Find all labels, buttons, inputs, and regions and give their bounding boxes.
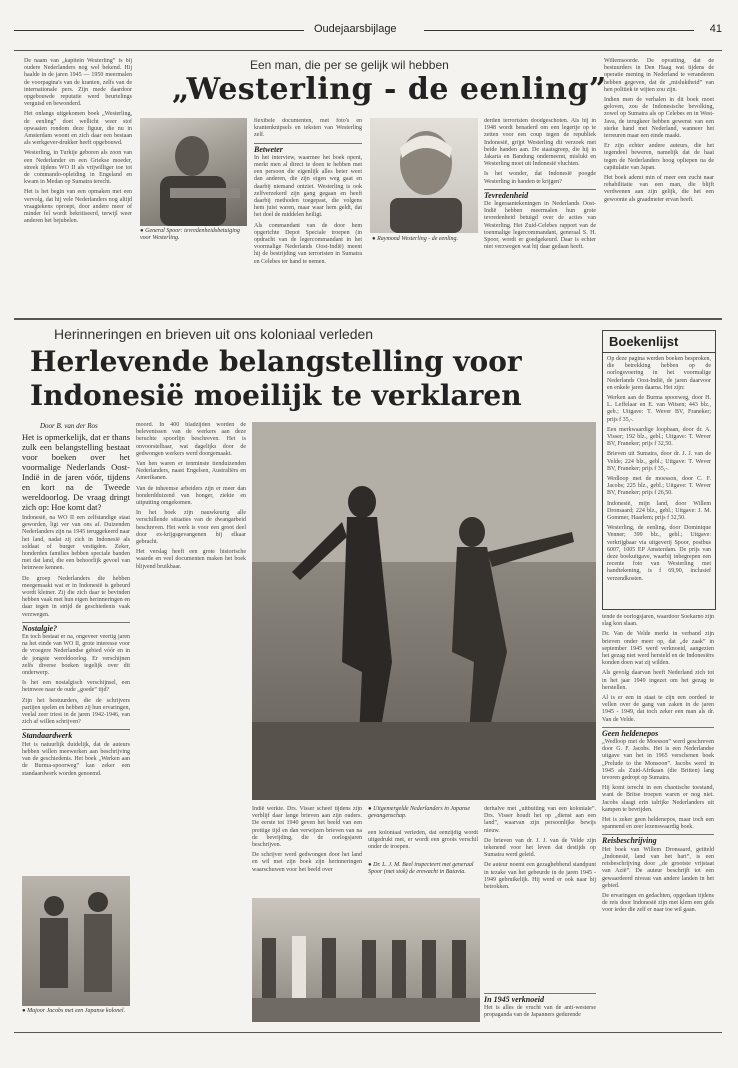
section-title: Oudejaarsbijlage xyxy=(314,23,397,35)
photo-caption: ● Dr. L. J. M. Beel inspecteert met generaal Spoor (met stok) de erewacht in Batavia. xyxy=(368,862,474,875)
paragraph: derden terroristen doodgeschoten. Als hij in 1948 wordt benaderd om een legertje op te zetten voor een coup tegen de republiek Indonesië, grijpt Westerling dit verzoek met beide handen aan. De staatsgreep, die hij in Jakarta en Bandung onderneemt, mislukt en Westerling moet uit Indonesië vluchten. xyxy=(484,118,596,168)
portrait-illustration xyxy=(370,118,478,233)
paragraph: Het is alles de vrucht van de anti-westerse propaganda van de Japanners gedurende xyxy=(484,1005,596,1019)
paragraph: De schrijver werd gedwongen door het land en wil met zijn boek zijn herinneringen waarschuwen voor het beeld over xyxy=(252,852,362,873)
right-column xyxy=(602,614,714,1024)
paragraph: Het boek ademt min of meer een zucht naar rehabilitatie van een man, die blijft verdwenen aan zijn gelijk, die het een gewoonte als graadmeter ervan heeft. xyxy=(604,175,714,203)
paragraph: Het onlangs uitgekomen boek „Westerling, de eenling” doet wellicht weer stof opwaaien rondom deze figuur, die nu in Amsterdam woont en zich daar een bestaan als werkgever-drukker heeft opgebouwd. xyxy=(24,111,132,147)
page-header xyxy=(14,22,722,40)
westerling-kicker: Een man, die per se gelijk wil hebben xyxy=(250,58,449,72)
list-item: Wedloop met de moesson, door C. F. Jacobs; 225 blz., gebl.; Uitgave: T. Wever BV, Franeker; prijs f 26,50. xyxy=(607,476,711,497)
paragraph: De groep Nederlanders die hebben meegemaakt wat er in Indonesië is gebeurd wordt kleiner. Zij die zich daar te bevinden hebben vaak met hun eigen herinneringen en daar tegen in strijd de geschiedenis vaak verzwegen. xyxy=(22,575,130,618)
subhead: Geen heldenepos xyxy=(602,727,714,737)
paragraph: De brieven van dr. J. J. van de Velde zijn tekenend voor het leven dat destijds op Sumatra werd geleid. xyxy=(484,837,596,859)
paragraph: Westerling, in Turkije geboren als zoon van een Nederlander en een Griekse moeder, streek tijdens WO II als vrijwilliger toe tot de commando-opleiding in Engeland en kwam in Medan op Sumatra terecht. xyxy=(24,150,132,186)
photo-westerling xyxy=(370,118,478,233)
paragraph: Is het een nostalgisch verschijnsel, een heimwee naar de oude „goede” tijd? xyxy=(22,680,130,694)
paragraph: Het boek van Willem Dronsaard, getiteld „Indonesië, land van het hart”, is een reisbeschrijving door „de grootste vrijstaat van Azië”. De auteur beschrijft tot een gewaardeerd niveau van andere landen in het gebied. xyxy=(602,846,714,889)
bottom-rule xyxy=(14,1032,722,1033)
paragraph: moord. In 400 bladzijden worden de belevenissen van de werkers aan deze beruchte spoorlijn beschreven. Het is onvoorstelbaar, wat dagelijks door de gedwongen werkers werd doorgemaakt. xyxy=(136,422,246,457)
parade-illustration xyxy=(252,898,480,1022)
byline: Door B. van der Ros xyxy=(40,422,98,430)
paragraph: Het is het begin van een opmaken met een vervolg, dat hij vele Nederlanders nog altijd vraagtekens oproept, door andere meer of minder fel wordt bekritiseerd, terwijl weer anderen het bejubelen. xyxy=(24,189,132,225)
header-rule-left xyxy=(14,30,304,31)
page-number: 41 xyxy=(709,23,722,35)
list-item: Brieven uit Sumatra, door dr. J. J. van de Velde; 224 blz., gebl.; Uitgave: T. Wever BV, Franeker; prijs f 35,-. xyxy=(607,451,711,472)
portrait-illustration xyxy=(140,118,247,226)
paragraph: En toch bestaat er na, ongeveer veertig jaren na het einde van WO II, grote interesse voor de vroegere Nederlandse gebied vóór en in de jongste wereldoorlog. Er verschijnen zelfs diverse boeken tegelijk over dit onderwerp. xyxy=(22,634,130,677)
photo-caption: ● Majoor Jacobs met een Japanse kolonel. xyxy=(22,1008,126,1014)
top-rule xyxy=(14,50,722,51)
paragraph: derhalve met „uitbuiting van een koloniale”. Drs. Visser houdt het op „dienst aan een land”, waarvan zijn persoonlijke bewijs nieuw. xyxy=(484,806,596,834)
paragraph: De auteur noemt een gezaghebbend standpunt in tezake van het gebeurde in de jaren 1945 - 1949 gebruikelijk. Hij werd er ook naar bij betrokken. xyxy=(484,862,596,891)
main-column-2 xyxy=(136,422,246,1022)
paragraph: tende de oorlogsjaren, waardoor Soekarno zijn slag kon slaan. xyxy=(602,614,714,628)
main-kicker: Herinneringen en brieven uit ons koloniaal verleden xyxy=(54,326,374,342)
photo-general-spoor xyxy=(140,118,247,226)
paragraph: Van de inheemse arbeiders zijn er meer dan honderdduizend van honger, ziekte en uitputting omgekomen. xyxy=(136,485,246,507)
paragraph: Op deze pagina werden boeken besproken, die betrekking hebben op de oorlogsvoering in het voormalige Nederlands Oost-Indië, de jaren daarvoor en enkele jaren daarna. Het zijn: xyxy=(607,356,711,391)
paragraph: In het interview, waarmee het boek opent, merkt men al direct te doen te hebben met een persoon die eigenlijk alles beter weet dan anderen, die zijn eigen weg gaat en daarbij niemand ontziet. Westerling is ook zelfverzekerd zijn gang gegaan en heeft daarbij methoden toegepast, die volgens hem juist waren, maar waar hem geldt, dat het doel de middelen heiligt. xyxy=(254,154,362,219)
paragraph: Het is natuurlijk duidelijk, dat de auteurs hebben willen meewerken aan beschrijving van de geschiedenis. Het boek „Werken aan de Burma-spoorweg” kan zeker een standaardwerk worden genoemd. xyxy=(22,741,130,777)
westerling-column-3 xyxy=(484,118,596,313)
subhead: Betweter xyxy=(254,143,362,153)
paragraph: flexibele documenten, met foto's en krantenknipsels en teksten van Westerling zelf. xyxy=(254,118,362,139)
prisoners-illustration xyxy=(252,422,596,800)
list-item: Indonesië, mijn land, door Willem Dronsaard; 224 blz., gebl.; Uitgave: J. M. Gommer, Haarlem; prijs f 32,50. xyxy=(607,500,711,522)
subhead: Reisbeschrijving xyxy=(602,834,714,844)
boekenlijst-title: Boekenlijst xyxy=(603,331,715,353)
westerling-column-2 xyxy=(254,118,362,313)
main-column-3b xyxy=(368,830,478,890)
main-column-4b xyxy=(484,990,596,1022)
paragraph: Al is er een in staat te zijn een oordeel te vellen over de gang van zaken in de jaren 1945 - 1949, dat toch zeker een man als dr. Van de Velde. xyxy=(602,695,714,723)
paragraph: „Wedloop met de Moesson” werd geschreven door G. F. Jacobs. Het is een Nederlandse uitgave van het in 1965 verschenen boek „Prelude to the Monsoon”. Jacobs werd in 1945 als Zuid-Afrikaan (die Britten) lang tevoren gedropt op Sumatra. xyxy=(602,739,714,782)
photo-caption: ● Raymond Westerling - de eenling. xyxy=(372,236,459,242)
list-item: Een merkwaardige loopbaan, door dr. A. Visser; 192 blz., gebl.; Uitgave: T. Wever BV, Franeker; prijs f 32,50. xyxy=(607,426,711,448)
soldiers-illustration xyxy=(22,876,130,1006)
paragraph: Is het wonder, dat Indonesië poogde Westerling in handen te krijgen? xyxy=(484,171,596,185)
subhead: Standaardwerk xyxy=(22,729,130,739)
westerling-intro-column xyxy=(24,58,132,308)
paragraph: Er zijn echter andere auteurs, die het tegendeel beweren, namelijk dat de haat tegen de Nederlanders hoog opliepen na de capitulatie van Japan. xyxy=(604,143,714,171)
photo-caption: ● General Spoor: tevredenheidsbetuiging voor Westerling. xyxy=(140,228,240,241)
paragraph: In het boek zijn nauwkeurig alle verschillende situaties van de dwangarbeid beschreven. Het werk is voor een groot deel door ex-krijgsgevangenen bij elkaar gebracht. xyxy=(136,510,246,546)
paragraph: Het is zeker geen heldenepos, maar toch een spannend en zeer lezenswaardig boek. xyxy=(602,817,714,831)
paragraph: Willemsoorde. De opvatting, dat de bestuurders in Den Haag wat tijdens de operatie mening in Nederland te veranderen hebben gegeven, dat de „misluktheid” van hen politiek te wijten zou zijn. xyxy=(604,58,714,93)
paragraph: De ervaringen en gedachten, opgedaan tijdens de reis door Indonesië zijn met klem een gids voor ieder die zelf er naar toe wil gaan. xyxy=(602,892,714,914)
photo-beel-spoor xyxy=(252,898,480,1022)
paragraph: Dr. Van de Velde merkt in verband zijn brieven onder meer op, dat „de zaak” in september 1945 werd verknoeid, aangezien het gezag niet werd hersteld en de Indonesiërs konden doen wat zij wilden. xyxy=(602,631,714,667)
paragraph: De legeraantekeningen in Nederlands Oost-Indië hebben meermalen hun grote tevredenheid betuigd over de acties van Westerling. Het Zuid-Celebes rapport van de toenmalige legercommandant, generaal S. H. Spoor, wordt er goedgekeurd. Daar is echter niet verzwegen wat hij daar gedaan heeft. xyxy=(484,201,596,251)
main-title-line2: Indonesië moeilijk te verklaren xyxy=(30,379,522,412)
paragraph: Als commandant van de door hem opgerichte Depot Speciale troepen (in opdracht van de legercommandant in het voormalige Nederlands Oost-Indië) meent hij de bestrijding van terroristen in Sumatra en Celebes ter hand te nemen. xyxy=(254,222,362,265)
subhead: In 1945 verknoeid xyxy=(484,993,596,1003)
paragraph: Zijn het bestuurders, die de schrijvers partijen spelen en hebben zij hun ervaringen, veelal zeer triest in de jaren 1942-1946, van zich af willen schrijven? xyxy=(22,697,130,726)
paragraph: Als gevolg daarvan heeft Nederland zich tot in het jaar 1949 ingezet om het gezag te herstellen. xyxy=(602,670,714,691)
photo-caption: ● Uitgemergelde Nederlanders in Japanse gevangenschap. xyxy=(368,806,471,819)
lead-paragraph: Het is opmerkelijk, dat er thans zulk een belangstelling bestaat voor boeken over het voormalige Nederlands Oost-Indië in de jaren vóór, tijdens en kort na de Tweede wereldoorlog. De vraag dringt zich op: Hoe komt dat? xyxy=(22,432,130,512)
paragraph: Indië werkte. Drs. Visser scheef tijdens zijn verblijf daar lange brieven aan zijn ouders. De eerste tot 1940 geven het beeld van een prettige tijd en dan verwijzen brieven van na de bevrijding, die de oorlogsjaren beschrijven. xyxy=(252,806,362,849)
paragraph: Van hen waren er tenminste tienduizenden Nederlanders, naast Engelsen, Australiërs en Amerikanen. xyxy=(136,461,246,482)
paragraph: Hij komt terecht in een chaotische toestand, want de Britse troepen waren er nog niet. Jacobs slaagt erin talrijke Nederlanders uit kampen te bevrijden. xyxy=(602,785,714,813)
list-item: Werken aan de Burma spoorweg, door H. L. Leffelaar en E. van Witsen; 443 blz., geb.; Uitgave: T. Wever BV, Franeker; prijs f 35,-. xyxy=(607,395,711,423)
main-column-4 xyxy=(484,806,596,976)
header-rule-right xyxy=(424,30,694,31)
paragraph: Indien men de verhalen in dit boek moet geloven, zou de Indonesische bevolking, zowel op Sumatra als op Celebes en in West-Java, de terugkeer hebben gewenst van een sterke hand met Nederland, wanneer het terreuren maar een einde maakt. xyxy=(604,97,714,140)
boekenlijst-content xyxy=(603,353,715,604)
photo-majoor-jacobs xyxy=(22,876,130,1006)
westerling-title: „Westerling - de eenling” xyxy=(172,72,607,107)
main-title-line1: Herlevende belangstelling voor xyxy=(30,345,522,378)
boekenlijst-box xyxy=(602,330,716,610)
subhead: Nostalgie? xyxy=(22,622,130,632)
photo-prisoners xyxy=(252,422,596,800)
westerling-column-4 xyxy=(604,58,714,313)
paragraph: Indonesië, na WO II een zelfstandige staat geworden, ligt ver van ons af. Duizenden Nederlanders zijn na 1945 teruggekeerd naar het land, nadat zij zich in Indonesië als soldaat of burger vestigden. Zeker, honderden families hebben speciale banden met dat land, die een behoorlijk gevoel van heimwee kennen. xyxy=(22,515,130,572)
section-rule xyxy=(14,318,722,320)
paragraph: Het verslag heeft een grote historische waarde en veel documenten maken het boek blijvend bruikbaar. xyxy=(136,549,246,570)
subhead: Tevredenheid xyxy=(484,189,596,199)
list-item: Westerling, de eenling, door Dominique Venner; 399 blz., gebl.; Uitgave: verkrijgbaar via uitgeverij Spoor, postbus 6007, 1005 EP Amsterdam. De prijs van deze boekuitgave, waarbij inbegrepen een recente foto van Westerling met handtekening, is f 69,90, inclusief verzendkosten. xyxy=(607,525,711,582)
paragraph: De naam van „kapitein Westerling” is bij oudere Nederlanders nog wel bekend. Hij haalde in de jaren 1945 — 1950 meermalen de voorpagina's van de kranten, zelfs van de internationale pers. Zijn mede daardoor opgebouwde reputatie werd beurtelings verguisd en bewonderd. xyxy=(24,58,132,108)
paragraph: een koloniaal verleden, dat eenzijdig wordt uitgedrukt met, er wordt een groots verschil onder de troepen. xyxy=(368,830,478,851)
